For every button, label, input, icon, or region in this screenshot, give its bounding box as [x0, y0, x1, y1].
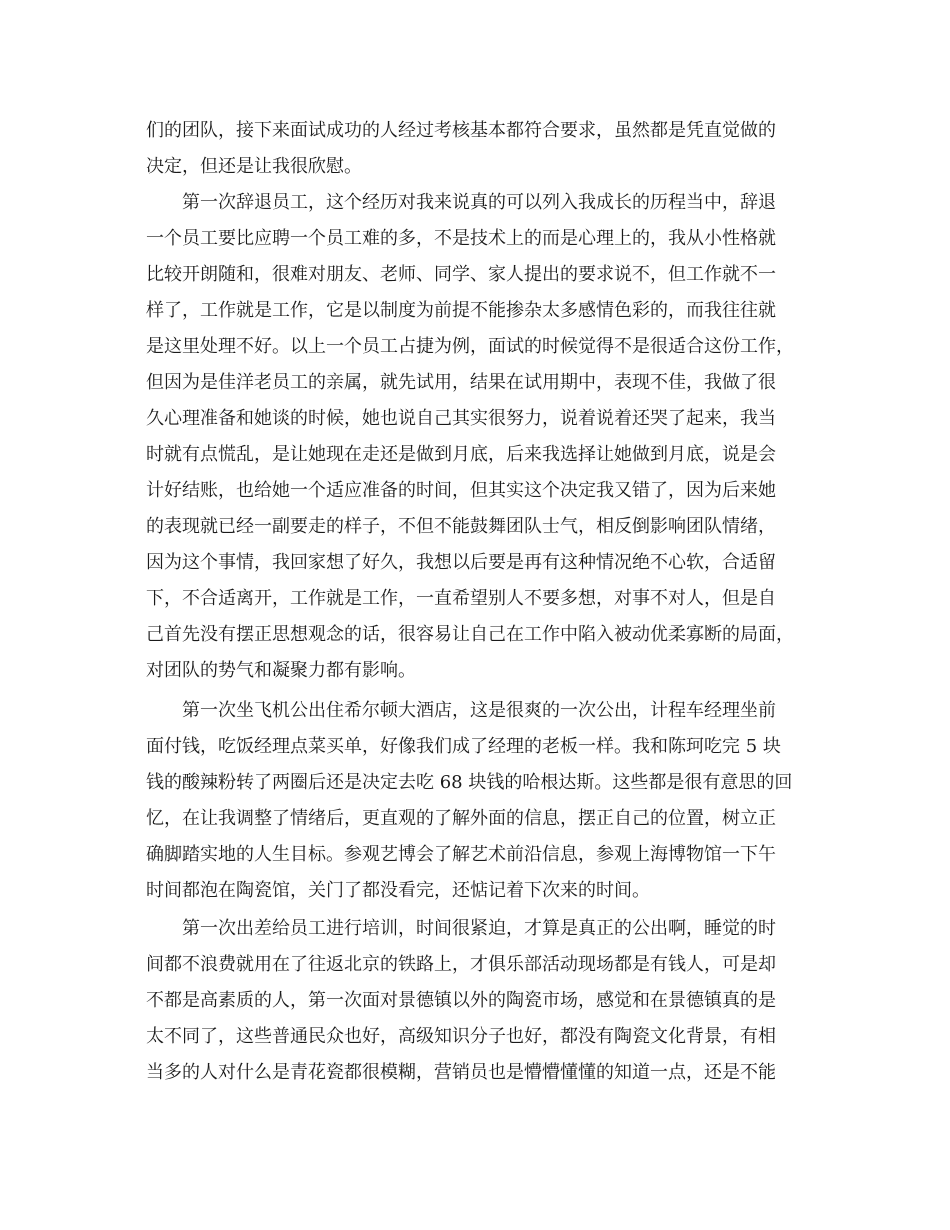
- paragraph-line: 第一次辞退员工，这个经历对我来说真的可以列入我成长的历程当中，辞退: [182, 192, 776, 213]
- paragraph-line: 第一次出差给员工进行培训，时间很紧迫，才算是真正的公出啊，睡觉的时: [182, 918, 776, 939]
- paragraph-line: 面付钱，吃饭经理点菜买单，好像我们成了经理的老板一样。我和陈珂吃完 5 块: [146, 736, 781, 757]
- paragraph-line: 下，不合适离开，工作就是工作，一直希望别人不要多想，对事不对人，但是自: [146, 588, 776, 609]
- paragraph-line: 太不同了，这些普通民众也好，高级知识分子也好，都没有陶瓷文化背景，有相: [146, 1026, 776, 1047]
- paragraph-line: 一个员工要比应聘一个员工难的多，不是技术上的而是心理上的，我从小性格就: [146, 228, 776, 249]
- paragraph-line: 决定，但还是让我很欣慰。: [146, 156, 362, 177]
- paragraph-line: 们的团队，接下来面试成功的人经过考核基本都符合要求，虽然都是凭直觉做的: [146, 120, 776, 141]
- paragraph-line: 的表现就已经一副要走的样子，不但不能鼓舞团队士气，相反倒影响团队情绪，: [146, 516, 776, 537]
- paragraph-line: 但因为是佳洋老员工的亲属，就先试用，结果在试用期中，表现不佳，我做了很: [146, 372, 776, 393]
- paragraph-line: 对团队的势气和凝聚力都有影响。: [146, 660, 416, 681]
- paragraph-line: 时就有点慌乱，是让她现在走还是做到月底，后来我选择让她做到月底，说是会: [146, 444, 776, 465]
- paragraph-line: 当多的人对什么是青花瓷都很模糊，营销员也是懵懵懂懂的知道一点，还是不能: [146, 1062, 776, 1083]
- paragraph-line: 因为这个事情，我回家想了好久，我想以后要是再有这种情况绝不心软，合适留: [146, 552, 776, 573]
- paragraph-line: 不都是高素质的人，第一次面对景德镇以外的陶瓷市场，感觉和在景德镇真的是: [146, 990, 776, 1011]
- paragraph-line: 己首先没有摆正思想观念的话，很容易让自己在工作中陷入被动优柔寡断的局面，: [146, 624, 794, 645]
- paragraph-line: 是这里处理不好。以上一个员工占捷为例，面试的时候觉得不是很适合这份工作，: [146, 336, 794, 357]
- paragraph-line: 间都不浪费就用在了往返北京的铁路上，才俱乐部活动现场都是有钱人，可是却: [146, 954, 776, 975]
- paragraph-line: 样了，工作就是工作，它是以制度为前提不能掺杂太多感情色彩的，而我往往就: [146, 300, 776, 321]
- paragraph-line: 第一次坐飞机公出住希尔顿大酒店，这是很爽的一次公出，计程车经理坐前: [182, 700, 776, 721]
- paragraph-line: 确脚踏实地的人生目标。参观艺博会了解艺术前沿信息，参观上海博物馆一下午: [146, 844, 776, 865]
- paragraph-line: 钱的酸辣粉转了两圈后还是决定去吃 68 块钱的哈根达斯。这些都是很有意思的回: [146, 772, 793, 793]
- paragraph-line: 计好结账，也给她一个适应准备的时间，但其实这个决定我又错了，因为后来她: [146, 480, 776, 501]
- paragraph-line: 忆，在让我调整了情绪后，更直观的了解外面的信息，摆正自己的位置，树立正: [146, 808, 776, 829]
- paragraph-line: 时间都泡在陶瓷馆，关门了都没看完，还惦记着下次来的时间。: [146, 880, 650, 901]
- paragraph-line: 比较开朗随和，很难对朋友、老师、同学、家人提出的要求说不，但工作就不一: [146, 264, 776, 285]
- paragraph-line: 久心理准备和她谈的时候，她也说自己其实很努力，说着说着还哭了起来，我当: [146, 408, 776, 429]
